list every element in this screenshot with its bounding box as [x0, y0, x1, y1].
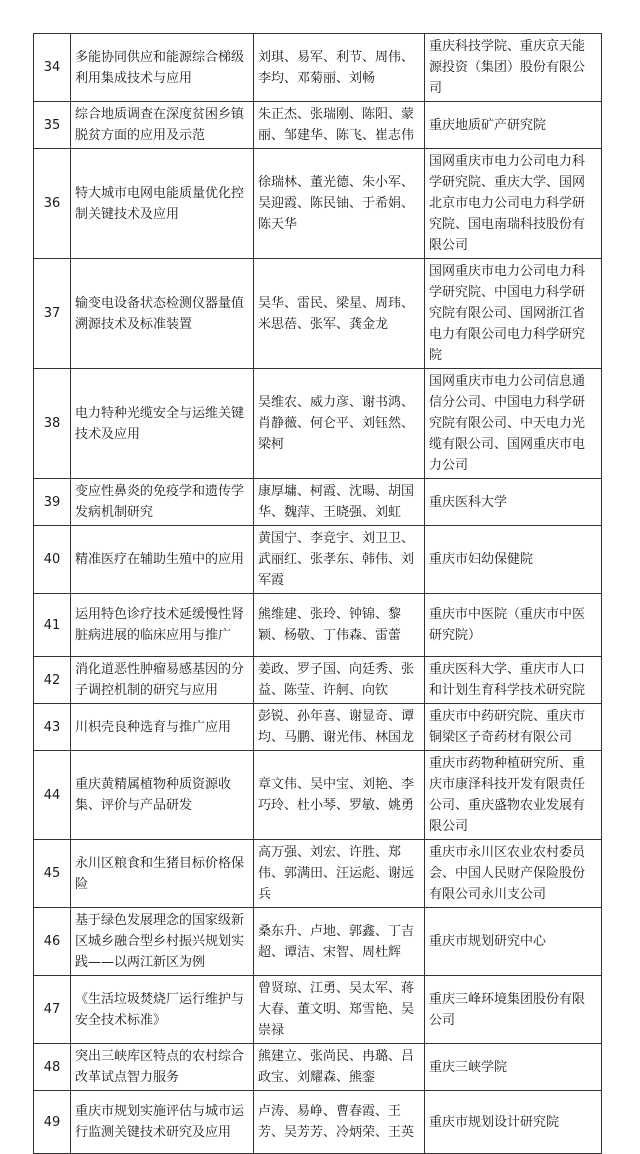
project-name: 多能协同供应和能源综合梯级利用集成技术与应用: [71, 34, 254, 102]
project-name: 特大城市电网电能质量优化控制关键技术及应用: [71, 149, 254, 259]
people-list: 姜政、罗子国、向廷秀、张益、陈莹、许舸、向钦: [254, 657, 425, 704]
organization: 国网重庆市电力公司电力科学研究院、中国电力科学研究院有限公司、国网浙江省电力有限公司电力科学研究院: [425, 259, 602, 369]
table-row: [34, 479, 602, 526]
people-list: 熊建立、张尚民、冉璐、吕政宝、刘耀森、熊銮: [254, 1044, 425, 1091]
organization: 国网重庆市电力公司电力科学研究院、重庆大学、国网北京市电力公司电力科学研究院、国电南瑞科技股份有限公司: [425, 149, 602, 259]
organization: 重庆科技学院、重庆京天能源投资（集团）股份有限公司: [425, 34, 602, 102]
table-row: [34, 1091, 602, 1154]
organization: 重庆医科大学、重庆市人口和计划生育科学技术研究院: [425, 657, 602, 704]
table-row: [34, 369, 602, 479]
table-row: [34, 704, 602, 751]
organization: 重庆医科大学: [425, 479, 602, 526]
project-name: 输变电设备状态检测仪器量值溯源技术及标准装置: [71, 259, 254, 369]
row-number: 40: [34, 526, 71, 594]
row-number: 37: [34, 259, 71, 369]
project-name: 基于绿色发展理念的国家级新区城乡融合型乡村振兴规划实践——以两江新区为例: [71, 908, 254, 976]
people-list: 康厚墉、柯霞、沈暘、胡国华、魏萍、王晓强、刘虹: [254, 479, 425, 526]
people-list: 刘琪、易军、利节、周伟、李均、邓菊丽、刘畅: [254, 34, 425, 102]
row-number: 36: [34, 149, 71, 259]
row-number: 45: [34, 840, 71, 908]
organization: 重庆三峡学院: [425, 1044, 602, 1091]
organization: 重庆市中医院（重庆市中医研究院）: [425, 594, 602, 657]
table-row: [34, 34, 602, 102]
table-row: [34, 259, 602, 369]
project-name: 消化道恶性肿瘤易感基因的分子调控机制的研究与应用: [71, 657, 254, 704]
people-list: 熊维建、张玲、钟锦、黎颖、杨敬、丁伟森、雷蕾: [254, 594, 425, 657]
row-number: 39: [34, 479, 71, 526]
project-name: 综合地质调查在深度贫困乡镇脱贫方面的应用及示范: [71, 102, 254, 149]
organization: 重庆市永川区农业农村委员会、中国人民财产保险股份有限公司永川支公司: [425, 840, 602, 908]
project-name: 精准医疗在辅助生殖中的应用: [71, 526, 254, 594]
project-name: 川枳壳良种选育与推广应用: [71, 704, 254, 751]
row-number: 48: [34, 1044, 71, 1091]
award-table-body: [34, 34, 602, 1154]
row-number: 49: [34, 1091, 71, 1154]
table-row: [34, 149, 602, 259]
organization: 重庆市中药研究院、重庆市铜梁区子奇药材有限公司: [425, 704, 602, 751]
people-list: 朱正杰、张瑞刚、陈阳、蒙丽、邹建华、陈飞、崔志伟: [254, 102, 425, 149]
table-row: [34, 657, 602, 704]
project-name: 电力特种光缆安全与运维关键技术及应用: [71, 369, 254, 479]
organization: 重庆市妇幼保健院: [425, 526, 602, 594]
row-number: 43: [34, 704, 71, 751]
project-name: 突出三峡库区特点的农村综合改革试点智力服务: [71, 1044, 254, 1091]
organization: 国网重庆市电力公司信息通信分公司、中国电力科学研究院有限公司、中天电力光缆有限公司、国网重庆市电力公司: [425, 369, 602, 479]
organization: 重庆市规划设计研究院: [425, 1091, 602, 1154]
project-name: 重庆黄精属植物种质资源收集、评价与产品研发: [71, 751, 254, 840]
table-row: [34, 1044, 602, 1091]
table-row: [34, 751, 602, 840]
award-table: [33, 33, 602, 1154]
row-number: 34: [34, 34, 71, 102]
people-list: 彭锐、孙年喜、谢显奇、谭均、马鹏、谢光伟、林国龙: [254, 704, 425, 751]
people-list: 黄国宁、李竞宇、刘卫卫、武丽红、张孝东、韩伟、刘军霞: [254, 526, 425, 594]
project-name: 变应性鼻炎的免疫学和遗传学发病机制研究: [71, 479, 254, 526]
people-list: 徐瑞林、董光德、朱小军、吴迎霞、陈民铀、于希娟、陈天华: [254, 149, 425, 259]
row-number: 35: [34, 102, 71, 149]
project-name: 重庆市规划实施评估与城市运行监测关键技术研究及应用: [71, 1091, 254, 1154]
row-number: 38: [34, 369, 71, 479]
project-name: 运用特色诊疗技术延缓慢性肾脏病进展的临床应用与推广: [71, 594, 254, 657]
organization: 重庆地质矿产研究院: [425, 102, 602, 149]
table-row: [34, 840, 602, 908]
table-row: [34, 594, 602, 657]
people-list: 卢涛、易峥、曹春霞、王芳、吴芳芳、冷炳荣、王英: [254, 1091, 425, 1154]
project-name: 永川区粮食和生猪目标价格保险: [71, 840, 254, 908]
organization: 重庆三峰环境集团股份有限公司: [425, 976, 602, 1044]
organization: 重庆市规划研究中心: [425, 908, 602, 976]
row-number: 41: [34, 594, 71, 657]
table-row: [34, 526, 602, 594]
people-list: 章文伟、吴中宝、刘艳、李巧玲、杜小琴、罗敏、姚勇: [254, 751, 425, 840]
people-list: 吴华、雷民、梁星、周玮、米思蓓、张军、龚金龙: [254, 259, 425, 369]
people-list: 桑东升、卢地、郭鑫、丁吉超、谭洁、宋智、周杜辉: [254, 908, 425, 976]
people-list: 高万强、刘宏、许胜、郑伟、郭满田、汪运彪、谢远兵: [254, 840, 425, 908]
people-list: 吴维农、威力彦、谢书鸿、肖静薇、何仑平、刘钰然、梁柯: [254, 369, 425, 479]
table-row: [34, 908, 602, 976]
people-list: 曾贤琼、江勇、吴太军、蒋大春、董文明、郑雪艳、吴崇禄: [254, 976, 425, 1044]
project-name: 《生活垃圾焚烧厂运行维护与安全技术标准》: [71, 976, 254, 1044]
organization: 重庆市药物种植研究所、重庆市康泽科技开发有限责任公司、重庆盛物农业发展有限公司: [425, 751, 602, 840]
row-number: 42: [34, 657, 71, 704]
table-row: [34, 976, 602, 1044]
table-row: [34, 102, 602, 149]
row-number: 46: [34, 908, 71, 976]
row-number: 44: [34, 751, 71, 840]
row-number: 47: [34, 976, 71, 1044]
